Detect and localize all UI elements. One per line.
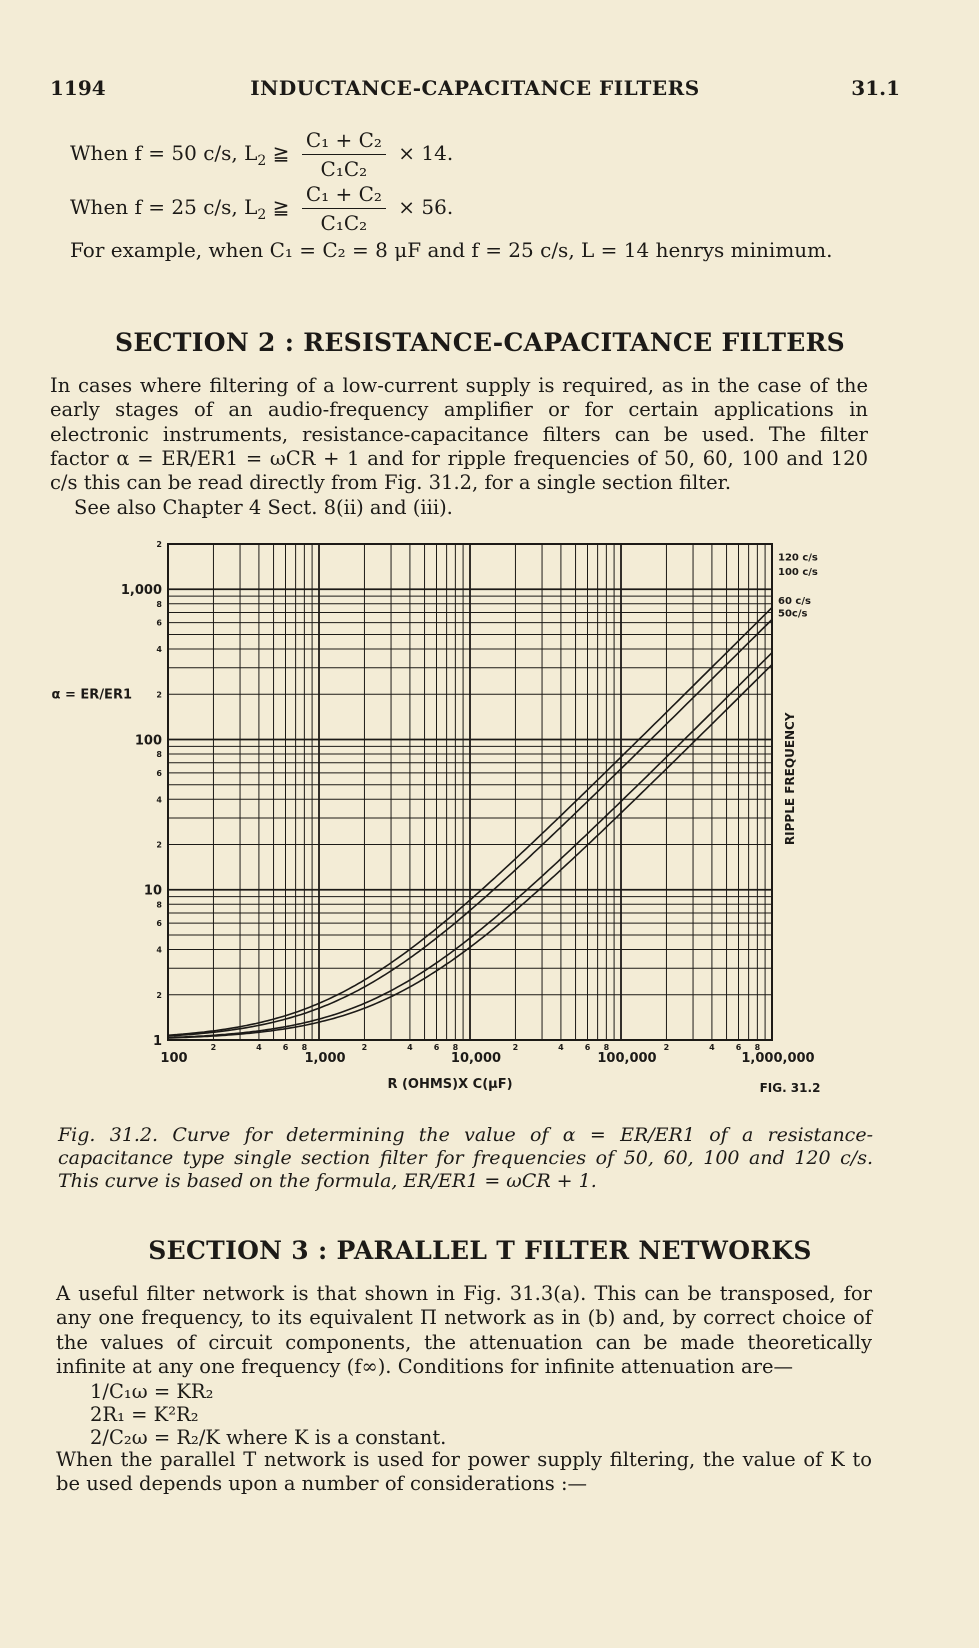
eq2-numerator: C₁ + C₂ xyxy=(302,182,386,209)
section2-heading: SECTION 2 : RESISTANCE-CAPACITANCE FILTERS xyxy=(114,328,846,357)
x-minor-tick-label: 4 xyxy=(256,1043,262,1052)
eq1-rel: ≧ xyxy=(266,141,296,165)
x-tick-label: 100,000 xyxy=(597,1051,657,1066)
eq2-sub: 2 xyxy=(257,207,267,223)
x-minor-tick-label: 6 xyxy=(735,1043,742,1052)
y-tick-label: 10 xyxy=(143,883,162,899)
x-tick-label: 10,000 xyxy=(450,1051,502,1066)
eq1-prefix: When f = 50 c/s, L xyxy=(70,141,258,165)
x-minor-tick-label: 4 xyxy=(709,1043,715,1052)
y-minor-tick-label: 8 xyxy=(156,599,162,609)
y-minor-tick-label: 2 xyxy=(156,990,162,1000)
example-line: For example, when C₁ = C₂ = 8 μF and f = 25 c/s, L = 14 henrys minimum. xyxy=(70,238,833,262)
ripple-frequency-label: RIPPLE FREQUENCY xyxy=(783,712,797,846)
x-tick-label: 1,000,000 xyxy=(741,1051,815,1066)
x-minor-tick-label: 8 xyxy=(301,1043,308,1052)
x-minor-tick-label: 4 xyxy=(558,1043,564,1052)
y-minor-tick-label: 6 xyxy=(156,919,162,929)
y-minor-tick-label: 8 xyxy=(156,900,162,910)
x-minor-tick-label: 8 xyxy=(754,1043,761,1052)
section-number: 31.1 xyxy=(851,76,900,100)
section3-closing: When the parallel T network is used for power supply filtering, the value of K to be used depends upon a number of considerations :— xyxy=(56,1448,872,1496)
y-minor-tick-label: 6 xyxy=(156,768,162,778)
x-tick-label: 1,000 xyxy=(304,1051,346,1066)
x-minor-tick-label: 2 xyxy=(210,1043,217,1052)
y-tick-label: 1,000 xyxy=(120,583,162,599)
x-minor-tick-label: 4 xyxy=(407,1043,413,1052)
x-minor-tick-label: 2 xyxy=(361,1043,368,1052)
section3-heading: SECTION 3 : PARALLEL T FILTER NETWORKS xyxy=(148,1236,812,1265)
series-label-120: 120 c/s xyxy=(778,552,818,564)
caption-fig-number: Fig. 31.2. xyxy=(58,1124,159,1146)
equation-25cs xyxy=(70,182,453,235)
eq2-denominator: C₁C₂ xyxy=(320,211,368,235)
x-axis-label: R (OHMS)X C(μF) xyxy=(387,1077,513,1092)
chart-labels xyxy=(52,540,821,1095)
y-minor-tick-label: 2 xyxy=(156,540,162,549)
running-header xyxy=(50,76,900,106)
x-tick-label: 100 xyxy=(160,1051,188,1066)
series-label-100: 100 c/s xyxy=(778,567,818,579)
page-number: 1194 xyxy=(50,76,106,100)
y-axis-label: α = ER/ER1 xyxy=(51,687,132,703)
x-minor-tick-label: 2 xyxy=(663,1043,670,1052)
y-minor-tick-label: 6 xyxy=(156,618,162,628)
y-minor-tick-label: 2 xyxy=(156,840,162,850)
eq2-rel: ≧ xyxy=(266,195,296,219)
eq1-suffix: × 14. xyxy=(398,141,454,165)
figure-label: FIG. 31.2 xyxy=(759,1081,821,1095)
eq2-suffix: × 56. xyxy=(398,195,454,219)
chart-grid xyxy=(168,544,772,1040)
y-minor-tick-label: 4 xyxy=(156,795,162,805)
section3-paragraph: A useful filter network is that shown in Fig. 31.3(a). This can be transposed, for any one frequency, to its equivalent Π network as in (b) and, by correct choice of the values of circuit components, the attenuation can be made theoretically infinite at any one frequency (f∞). Conditions for infinite attenuation are— xyxy=(56,1282,872,1378)
x-minor-tick-label: 6 xyxy=(584,1043,591,1052)
eq2-prefix: When f = 25 c/s, L xyxy=(70,195,258,219)
eq1-numerator: C₁ + C₂ xyxy=(302,128,386,155)
equation-50cs xyxy=(70,128,453,181)
condition-1: 1/C₁ω = KR₂ xyxy=(90,1380,214,1403)
y-minor-tick-label: 4 xyxy=(156,645,162,655)
eq1-denominator: C₁C₂ xyxy=(320,157,368,181)
eq1-fraction xyxy=(302,128,386,181)
condition-2: 2R₁ = K²R₂ xyxy=(90,1403,199,1426)
eq1-sub: 2 xyxy=(257,153,267,169)
y-tick-label: 1 xyxy=(152,1034,162,1049)
y-tick-label: 100 xyxy=(134,733,162,749)
series-label-60: 60 c/s xyxy=(778,595,811,607)
y-minor-tick-label: 4 xyxy=(156,945,162,955)
see-also: See also Chapter 4 Sect. 8(ii) and (iii). xyxy=(74,496,453,519)
conditions-list xyxy=(90,1380,446,1449)
y-minor-tick-label: 8 xyxy=(156,750,162,760)
chapter-title: INDUCTANCE-CAPACITANCE FILTERS xyxy=(250,76,700,100)
figure-31-2-chart xyxy=(0,530,979,1110)
x-minor-tick-label: 8 xyxy=(603,1043,610,1052)
y-minor-tick-label: 2 xyxy=(156,690,162,700)
eq2-fraction xyxy=(302,182,386,235)
x-minor-tick-label: 8 xyxy=(452,1043,459,1052)
condition-3: 2/C₂ω = R₂/K where K is a constant. xyxy=(90,1426,447,1449)
section2-paragraph: In cases where filtering of a low-current supply is required, as in the case of the early stages of an audio-frequency amplifier or for certain applications in electronic instruments, resistance-capacitance filters can be used. The filter factor α = ER/ER1 = ωCR + 1 and for ripple frequencies of 50, 60, 100 and 120 c/s this can be read directly from Fig. 31.2, for a single section filter. xyxy=(50,374,868,495)
series-label-50: 50c/s xyxy=(778,608,808,620)
x-minor-tick-label: 2 xyxy=(512,1043,519,1052)
x-minor-tick-label: 6 xyxy=(433,1043,440,1052)
figure-caption xyxy=(58,1124,873,1193)
caption-text: Curve for determining the value of α = ER/ER1 of a resistance-capacitance type single section filter for frequencies of 50, 60, 100 and 120 c/s. This curve is based on the formula, ER/ER1 = ωCR + 1. xyxy=(58,1124,873,1192)
x-minor-tick-label: 6 xyxy=(282,1043,289,1052)
